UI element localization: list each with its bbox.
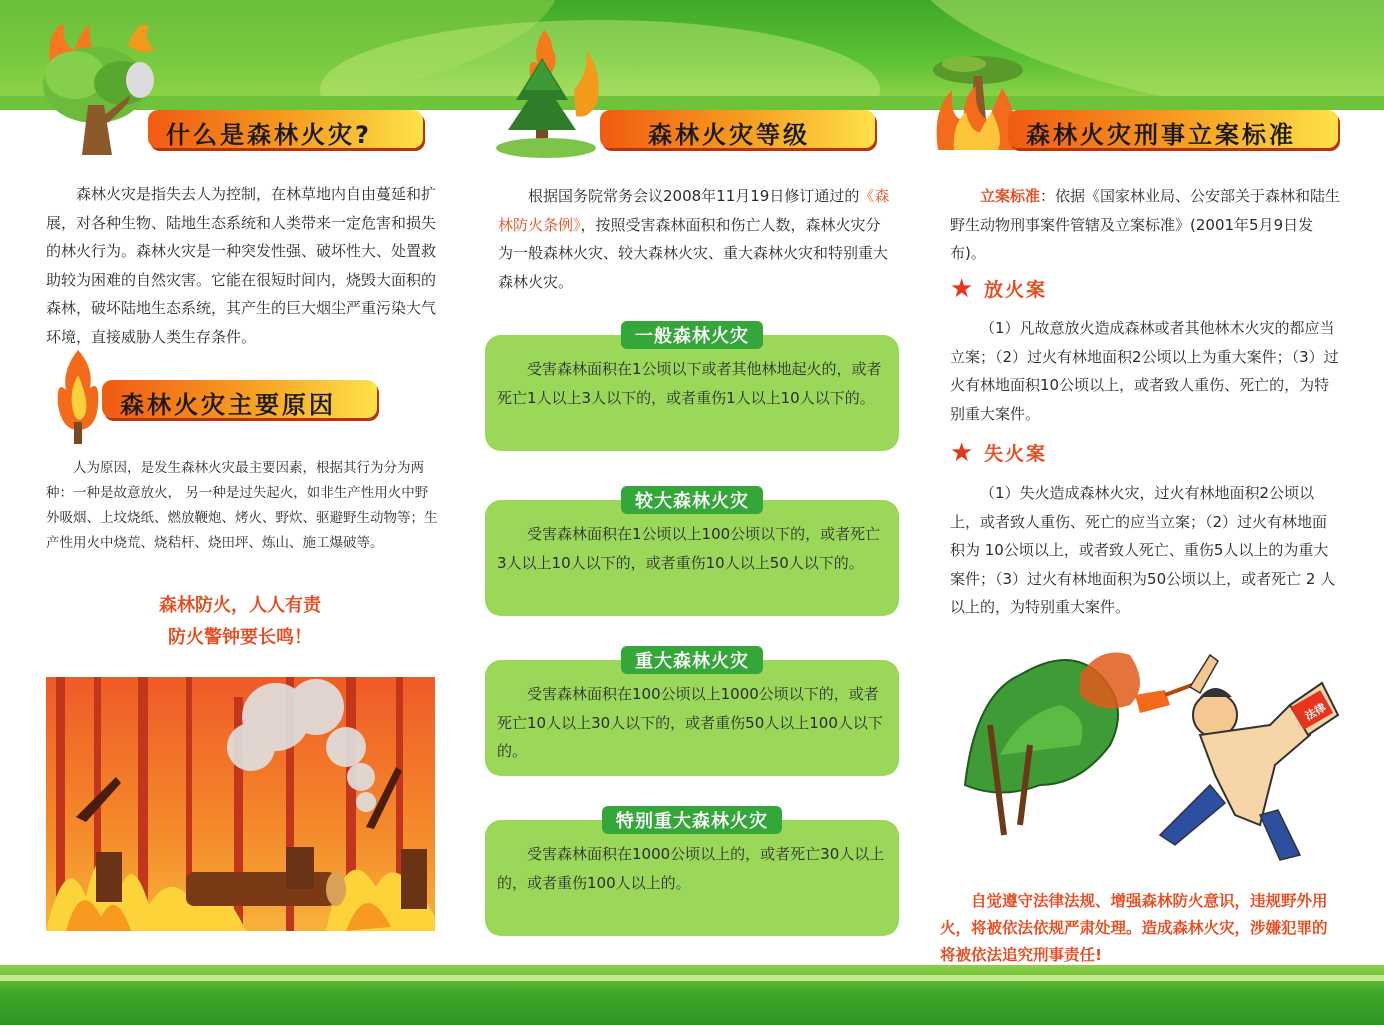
level-text-large: 受害森林面积在1公顷以上100公顷以下的，或者死亡3人以上10人以下的，或者重伤10人以上50人以下的。 xyxy=(497,525,881,572)
paragraph-negligent-fire: （1）失火造成森林火灾，过火有林地面积2公顷以上，或者致人重伤、死亡的应当立案；（2）过火有林地面积为 10公顷以上，或者致人死亡、重伤5人以上的为重大案件；（3）过火有林地面积为50公顷以上，或者死亡 2 人以上的，为特别重大案件。 xyxy=(950,484,1336,616)
slogan-line-2: 防火警钟要长鸣！ xyxy=(168,627,312,648)
level-tag-major: 重大森林火灾 xyxy=(621,646,763,674)
level-card-especially-major xyxy=(485,811,899,936)
level-tag-especially-major: 特别重大森林火灾 xyxy=(602,806,782,834)
level-card-major xyxy=(485,651,899,776)
bottom-banner xyxy=(0,965,1384,1025)
slogan-line-1: 森林防火，人人有责 xyxy=(159,595,321,616)
armband-label: 法律 xyxy=(1302,700,1329,724)
level-tag-general: 一般森林火灾 xyxy=(621,321,763,349)
column-fire-levels xyxy=(482,110,907,960)
level-tag-large: 较大森林火灾 xyxy=(621,486,763,514)
column-what-is-forest-fire xyxy=(30,110,450,960)
title-fire-levels: 森林火灾等级 xyxy=(600,110,875,148)
warning-text: 自觉遵守法律法规、增强森林防火意识，违规野外用火，将被依法依规严肃处理。造成森林火灾，涉嫌犯罪的将被依法追究刑事责任! xyxy=(940,891,1328,964)
paragraph-causes: 人为原因，是发生森林火灾最主要因素，根据其行为分为两种：一种是故意放火， 另一种是过失起火，如非生产性用火中野外吸烟、上坟烧纸、燃放鞭炮、烤火、野炊、驱避野生动物等；生产性用火中烧荒、烧秸杆、烧田坪、炼山、施工爆破等。 xyxy=(46,460,438,551)
level-card-general xyxy=(485,326,899,451)
top-banner xyxy=(0,0,1384,110)
level-text-general: 受害森林面积在1公顷以下或者其他林地起火的，或者死亡1人以上3人以下的，或者重伤1人以上10人以下的。 xyxy=(497,360,882,407)
paragraph-filing-standard: 立案标准：依据《国家林业局、公安部关于森林和陆生野生动物刑事案件管辖及立案标准》(2001年5月9日发布)。 xyxy=(950,187,1341,262)
arrest-illustration xyxy=(960,635,1340,865)
burning-tree-icon xyxy=(30,25,160,155)
paragraph-levels-intro: 根据国务院常务会议2008年11月19日修订通过的《森林防火条例》，按照受害森林面积和伤亡人数，森林火灾分为一般森林火灾、较大森林火灾、重大森林火灾和特别重大森林火灾。 xyxy=(498,187,890,291)
star-icon: ★ xyxy=(950,438,974,468)
title-main-causes: 森林火灾主要原因 xyxy=(102,380,377,418)
level-card-large xyxy=(485,491,899,616)
title-what-is-forest-fire: 什么是森林火灾? xyxy=(148,110,423,148)
star-icon: ★ xyxy=(950,274,974,304)
burning-pine-icon xyxy=(494,30,604,158)
level-text-major: 受害森林面积在100公顷以上1000公顷以下的，或者死亡10人以上30人以下的，或者重伤50人以上100人以下的。 xyxy=(497,685,883,760)
top-divider xyxy=(0,96,1384,110)
level-text-especially-major: 受害森林面积在1000公顷以上的，或者死亡30人以上的，或者重伤100人以上的。 xyxy=(497,845,885,892)
paragraph-definition: 森林火灾是指失去人为控制，在林草地内自由蔓延和扩展，对各种生物、陆地生态系统和人类带来一定危害和损失的林火行为。森林火灾是一种突发性强、破坏性大、处置救助较为困难的自然灾害。它能在很短时间内，烧毁大面积的森林，破坏陆地生态系统，其产生的巨大烟尘严重污染大气环境，直接威胁人类生存条件。 xyxy=(46,185,437,346)
column-criminal-standards: 森林火灾刑事立案标准 立案标准：依据《国家林业局、公安部关于森林和陆生野生动物刑事案件管辖及立案标准》(2001年5月9日发布)。 ★ 放火案 （1）凡故意放火造成森林或者其他林木火灾的都应当立案；（2）过火有林地面积2公顷以上为重大案件；（3）过火有林地面积10公顷以上，或者致人重伤、死亡的，为特别重大案件。 ★ 失火案 （1）失火造成森林火灾，过火有林地面积2公顷以上，或者致人重伤、死亡的应当立案；（2）过火有林地面积为 10公顷以上，或者致人死亡、重伤5人以上的为重大案件；（3）过火有林地面积为50公顷以上，或者死亡 2 人以上的，为特别重大案件。 法律 自觉遵守法律法规、增强森林防火意识，违规野外用火，将被依法依规严肃处理。造成森林火灾，涉嫌犯罪的将被依法追究刑事责任! xyxy=(940,110,1350,960)
title-criminal-standards: 森林火灾刑事立案标准 xyxy=(1008,110,1338,148)
forest-fire-illustration xyxy=(46,677,435,931)
paragraph-arson: （1）凡故意放火造成森林或者其他林木火灾的都应当立案；（2）过火有林地面积2公顷以上为重大案件；（3）过火有林地面积10公顷以上，或者致人重伤、死亡的，为特别重大案件。 xyxy=(950,319,1339,423)
flame-tree-icon xyxy=(52,350,104,445)
